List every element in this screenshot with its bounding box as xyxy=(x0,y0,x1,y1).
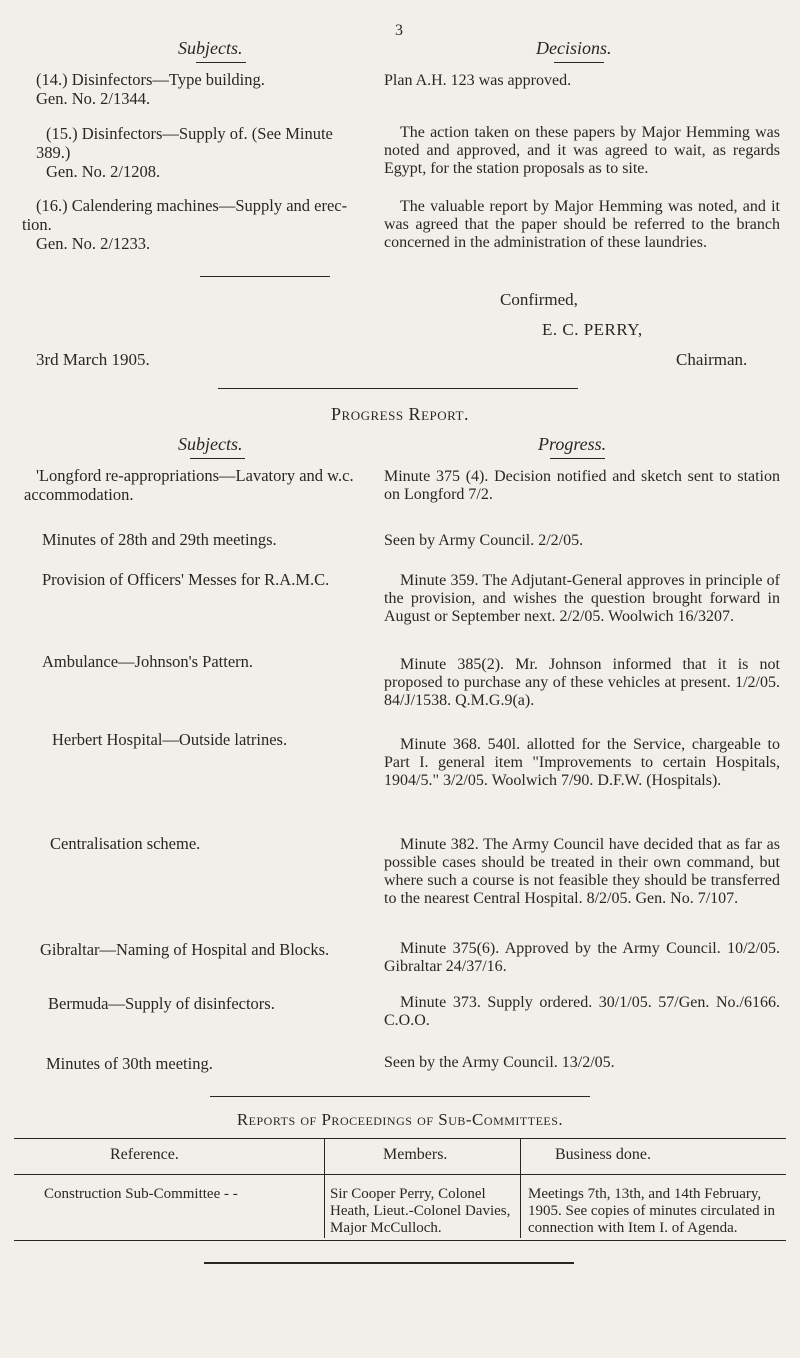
table-header-rule xyxy=(14,1174,786,1175)
progress-subject: Centralisation scheme. xyxy=(50,834,201,853)
progress-subject: Ambulance—Johnson's Pattern. xyxy=(42,652,254,671)
progress-entry: Seen by Army Council. 2/2/05. xyxy=(384,532,584,549)
progress-entry: Minute 373. Supply ordered. 30/1/05. 57/Gen. No./6166. C.O.O. xyxy=(384,994,780,1029)
subject-line: 389.) xyxy=(36,143,71,162)
subject-line: (14.) Disinfectors—Type building. xyxy=(36,70,265,89)
page-number: 3 xyxy=(395,22,403,39)
minute-item-15-subject xyxy=(36,124,381,181)
sub-committees-title: Reports of Proceedings of Sub-Committees. xyxy=(236,1110,564,1129)
confirmed-label: Confirmed, xyxy=(500,290,578,309)
progress-entry: Minute 385(2). Mr. Johnson informed that it is not proposed to purchase any of these vehicles at present. 1/2/05. 84/J/1538. Q.M.G.9(a). xyxy=(384,656,780,709)
table-header-business: Business done. xyxy=(555,1146,651,1163)
subject-line: (15.) Disinfectors—Supply of. (See Minute xyxy=(46,124,333,143)
progress-entry: Minute 375 (4). Decision notified and sketch sent to station on Longford 7/2. xyxy=(384,468,780,503)
section-divider xyxy=(218,388,578,389)
progress-subject: Bermuda—Supply of disinfectors. xyxy=(48,994,275,1013)
table-header-members: Members. xyxy=(383,1146,448,1163)
section-divider xyxy=(210,1096,590,1097)
subjects-underline xyxy=(196,62,246,63)
table-cell-reference: Construction Sub-Committee - - xyxy=(44,1186,238,1202)
decisions-underline xyxy=(554,62,604,63)
subject-line: Gen. No. 2/1233. xyxy=(36,234,151,253)
table-cell-members: Sir Cooper Perry, Colonel Heath, Lieut.-Colonel Davies, Major McCulloch. xyxy=(330,1186,511,1236)
progress-entry: Minute 382. The Army Council have decided that as far as possible cases should be treated in their own command, but where such a course is not feasible they should be transferred to the nearest Central Hospital. 8/2/05. Gen. No. 7/107. xyxy=(384,836,780,907)
subject-line: Gen. No. 2/1344. xyxy=(36,89,151,108)
chairman-label: Chairman. xyxy=(676,350,748,369)
progress-subject: Provision of Officers' Messes for R.A.M.C. xyxy=(42,570,330,589)
progress-subject: Herbert Hospital—Outside latrines. xyxy=(52,730,288,749)
subjects-header: Subjects. xyxy=(178,434,243,454)
progress-entry: Seen by the Army Council. 13/2/05. xyxy=(384,1054,615,1071)
progress-entry: Minute 368. 540l. allotted for the Service, chargeable to Part I. general item "Improvements to certain Hospitals, 1904/5." 3/2/05. Woolwich 7/90. D.F.W. (Hospitals). xyxy=(384,736,780,789)
signatory-name: E. C. PERRY, xyxy=(542,320,643,339)
table-top-rule xyxy=(14,1138,786,1139)
minute-item-16-decision: The valuable report by Major Hemming was noted, and it was agreed that the paper should be referred to the branch concerned in the administration of these laundries. xyxy=(384,198,780,251)
progress-subject: Minutes of 30th meeting. xyxy=(46,1054,213,1073)
progress-subject: Minutes of 28th and 29th meetings. xyxy=(42,530,277,549)
minute-item-14-subject xyxy=(36,70,366,108)
section-divider xyxy=(200,276,330,277)
page-end-rule xyxy=(204,1262,574,1264)
minute-item-16-subject xyxy=(22,196,382,253)
progress-entry: Minute 359. The Adjutant-General approves in principle of the provision, and wishes the question brought forward in August or September next. 2/2/05. Woolwich 16/3207. xyxy=(384,572,780,625)
progress-subject: Gibraltar—Naming of Hospital and Blocks. xyxy=(40,940,330,959)
progress-subject: 'Longford re-appropriations—Lavatory and w.c. accommodation. xyxy=(24,466,354,504)
subject-line: tion. xyxy=(22,215,52,234)
table-bottom-rule xyxy=(14,1240,786,1241)
minute-item-15-decision: The action taken on these papers by Major Hemming was noted and approved, and it was agreed to wait, as regards Egypt, for the station proposals as to site. xyxy=(384,124,780,177)
subject-line: Gen. No. 2/1208. xyxy=(46,162,161,181)
table-column-divider xyxy=(520,1138,521,1238)
minute-item-14-decision: Plan A.H. 123 was approved. xyxy=(384,72,572,89)
progress-entry: Minute 375(6). Approved by the Army Council. 10/2/05. Gibraltar 24/37/16. xyxy=(384,940,780,975)
table-cell-business: Meetings 7th, 13th, and 14th February, 1905. See copies of minutes circulated in connection with Item I. of Agenda. xyxy=(528,1186,776,1236)
decisions-header: Decisions. xyxy=(536,38,612,58)
table-header-reference: Reference. xyxy=(110,1146,179,1163)
table-column-divider xyxy=(324,1138,325,1238)
meeting-date: 3rd March 1905. xyxy=(36,350,150,369)
subject-line: (16.) Calendering machines—Supply and erec- xyxy=(36,196,348,215)
subjects-header: Subjects. xyxy=(178,38,243,58)
subjects-underline xyxy=(190,458,245,459)
progress-report-title: Progress Report. xyxy=(331,404,469,424)
progress-header: Progress. xyxy=(538,434,607,454)
progress-underline xyxy=(550,458,605,459)
